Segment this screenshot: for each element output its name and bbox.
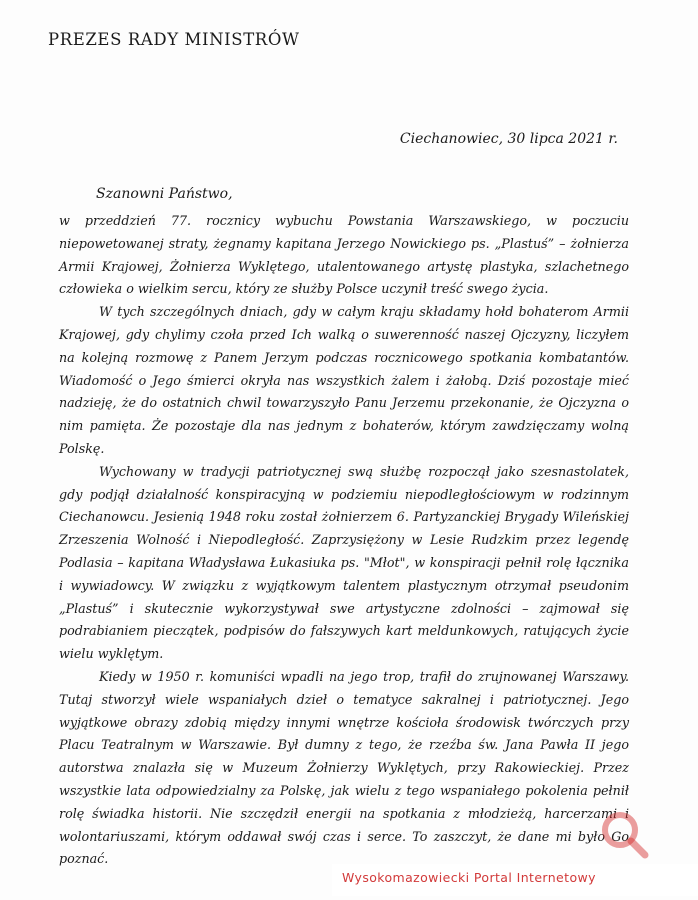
date-line: Ciechanowiec, 30 lipca 2021 r.: [399, 131, 618, 147]
salutation: Szanowni Państwo,: [96, 186, 233, 202]
letterhead-title: PREZES RADY MINISTRÓW: [48, 30, 300, 49]
paragraph-3: Wychowany w tradycji patriotycznej swą służbę rozpoczął jako szesnastolatek, gdy podjął działalność konspiracyjną w podziemiu niepodległościowym w rodzinnym Ciechanowcu. Jesienią 1948 roku został żołnierzem 6. Partyzanckiej Brygady Wileńskiej Zrzeszenia Wolność i Niepodległość. Zaprzysiężony w Lesie Rudzkim przez legendę Podlasia – kapitana Władysława Łukasiuka ps. "Młot", w konspiracji pełnił rolę łącznika i wywiadowcy. W związku z wyjątkowym talentem plastycznym otrzymał pseudonim „Plastuś” i skutecznie wykorzystywał swe artystyczne zdolności – zajmował się podrabianiem pieczątek, podpisów do fałszywych kart meldunkowych, ratujących życie wielu wyklętym.: [59, 463, 629, 662]
watermark-footer-text: Wysokomazowiecki Portal Internetowy: [342, 870, 596, 885]
paragraph-2: W tych szczególnych dniach, gdy w całym kraju składamy hołd bohaterom Armii Krajowej, gdy chylimy czoła przed Ich walką o suwerenność naszej Ojczyzny, liczyłem na kolejną rozmowę z Panem Jerzym podczas rocznicowego spotkania kombatantów. Wiadomość o Jego śmierci okryła nas wszystkich żalem i żałobą. Dziś pozostaje mieć nadzieję, że do ostatnich chwil towarzyszyło Panu Jerzemu przekonanie, że Ojczyzna o nim pamięta. Że pozostaje dla nas jednym z bohaterów, którym zawdzięczamy wolną Polskę.: [59, 304, 629, 456]
letter-body: [59, 210, 629, 871]
paragraph-4: Kiedy w 1950 r. komuniści wpadli na jego trop, trafił do zrujnowanej Warszawy. Tutaj stworzył wiele wspaniałych dzieł o tematyce sakralnej i patriotycznej. Jego wyjątkowe obrazy zdobią między innymi wnętrze kościoła środowisk twórczych przy Placu Teatralnym w Warszawie. Był dumny z tego, że rzeźba św. Jana Pawła II jego autorstwa znalazła się w Muzeum Żołnierzy Wyklętych, przy Rakowieckiej. Przez wszystkie lata odpowiedzialny za Polskę, jak wielu z tego wspaniałego pokolenia pełnił rolę świadka historii. Nie szczędził energii na spotkania z młodzieżą, harcerzami i wolontariuszami, którym oddawał swój czas i serce. To zaszczyt, że dane mi było Go poznać.: [59, 668, 629, 867]
paragraph-1: w przeddzień 77. rocznicy wybuchu Powstania Warszawskiego, w poczuciu niepowetowanej straty, żegnamy kapitana Jerzego Nowickiego ps. „Plastuś” – żołnierza Armii Krajowej, Żołnierza Wyklętego, utalentowanego artystę plastyka, szlachetnego człowieka o wielkim sercu, który ze służby Polsce uczynił treść swego życia.: [59, 213, 629, 297]
